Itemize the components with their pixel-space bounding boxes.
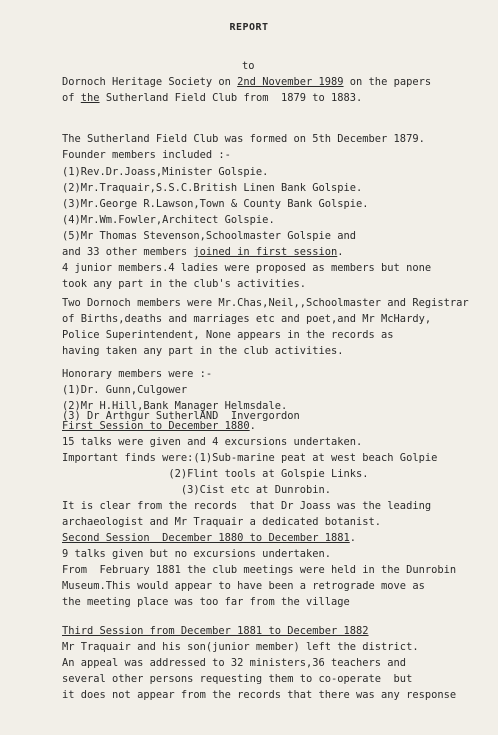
report-line (62, 625, 369, 637)
report-line (62, 532, 356, 544)
report-line-segment: . (349, 532, 357, 544)
report-line: to (242, 60, 255, 72)
report-line-segment: joined in first session (193, 246, 338, 258)
report-line: (1)Rev.Dr.Joass,Minister Golspie. (62, 166, 269, 178)
report-line: it does not appear from the records that there was any response (62, 689, 457, 701)
report-line: Founder members included :- (62, 149, 231, 161)
report-line-segment: . (337, 246, 344, 258)
report-title: REPORT (229, 22, 269, 33)
report-line: the meeting place was too far from the village (62, 596, 350, 608)
report-line: An appeal was addressed to 32 ministers,36 teachers and (62, 657, 407, 669)
report-line: Police Superintendent, None appears in the records as (62, 329, 394, 341)
report-line: Museum.This would appear to have been a retrograde move as (62, 580, 425, 592)
report-line-segment: . (249, 420, 256, 432)
report-line: Important finds were:(1)Sub-marine peat at west beach Golpie (62, 452, 438, 464)
report-line-segment: 2nd November 1989 (237, 76, 344, 88)
report-line: From February 1881 the club meetings were held in the Dunrobin (62, 564, 457, 576)
report-line: (3) Dr Arthgur SutherlAND Invergordon (62, 410, 300, 422)
report-line: took any part in the club's activities. (62, 278, 306, 290)
report-line: archaeologist and Mr Traquair a dedicated botanist. (62, 516, 382, 528)
report-line-segment: Dornoch Heritage Society on (62, 76, 238, 88)
report-line: Honorary members were :- (62, 368, 213, 380)
report-line-segment: of (62, 92, 81, 104)
report-line (62, 76, 431, 88)
report-line: (3)Mr.George R.Lawson,Town & County Bank Golspie. (62, 198, 369, 210)
report-line-segment: and 33 other members (62, 246, 194, 258)
report-line (62, 420, 256, 432)
report-line: It is clear from the records that Dr Joass was the leading (62, 500, 432, 512)
report-line: 4 junior members.4 ladies were proposed as members but none (62, 262, 432, 274)
report-line: Mr Traquair and his son(junior member) left the district. (62, 641, 419, 653)
report-line-segment: the (80, 92, 100, 104)
report-line: (2)Mr H.Hill,Bank Manager Helmsdale. (62, 400, 288, 412)
report-line: of Births,deaths and marriages etc and poet,and Mr McHardy, (62, 313, 432, 325)
report-line-segment: Sutherland Field Club from 1879 to 1883. (99, 92, 363, 104)
report-line: (3)Cist etc at Dunrobin. (62, 484, 331, 496)
report-line: Two Dornoch members were Mr.Chas,Neil,,Schoolmaster and Registrar (62, 297, 469, 309)
report-line-segment: Second Session December 1880 to December 1881 (62, 532, 350, 544)
report-line (62, 246, 344, 258)
report-line: (2)Mr.Traquair,S.S.C.British Linen Bank Golspie. (62, 182, 363, 194)
report-line: (1)Dr. Gunn,Culgower (62, 384, 188, 396)
report-line: several other persons requesting them to co-operate but (62, 673, 413, 685)
report-line (62, 92, 362, 104)
report-line: (5)Mr Thomas Stevenson,Schoolmaster Golspie and (62, 230, 357, 242)
report-line-segment: First Session to December 1880 (62, 420, 250, 432)
report-line: 9 talks given but no excursions undertaken. (62, 548, 331, 560)
report-line-segment: Third Session from December 1881 to December 1882 (62, 625, 369, 637)
report-line: The Sutherland Field Club was formed on 5th December 1879. (62, 133, 425, 145)
report-line: 15 talks were given and 4 excursions undertaken. (62, 436, 363, 448)
report-line: (2)Flint tools at Golspie Links. (62, 468, 369, 480)
report-line: having taken any part in the club activities. (62, 345, 344, 357)
report-line: (4)Mr.Wm.Fowler,Architect Golspie. (62, 214, 275, 226)
report-line-segment: on the papers (343, 76, 432, 88)
